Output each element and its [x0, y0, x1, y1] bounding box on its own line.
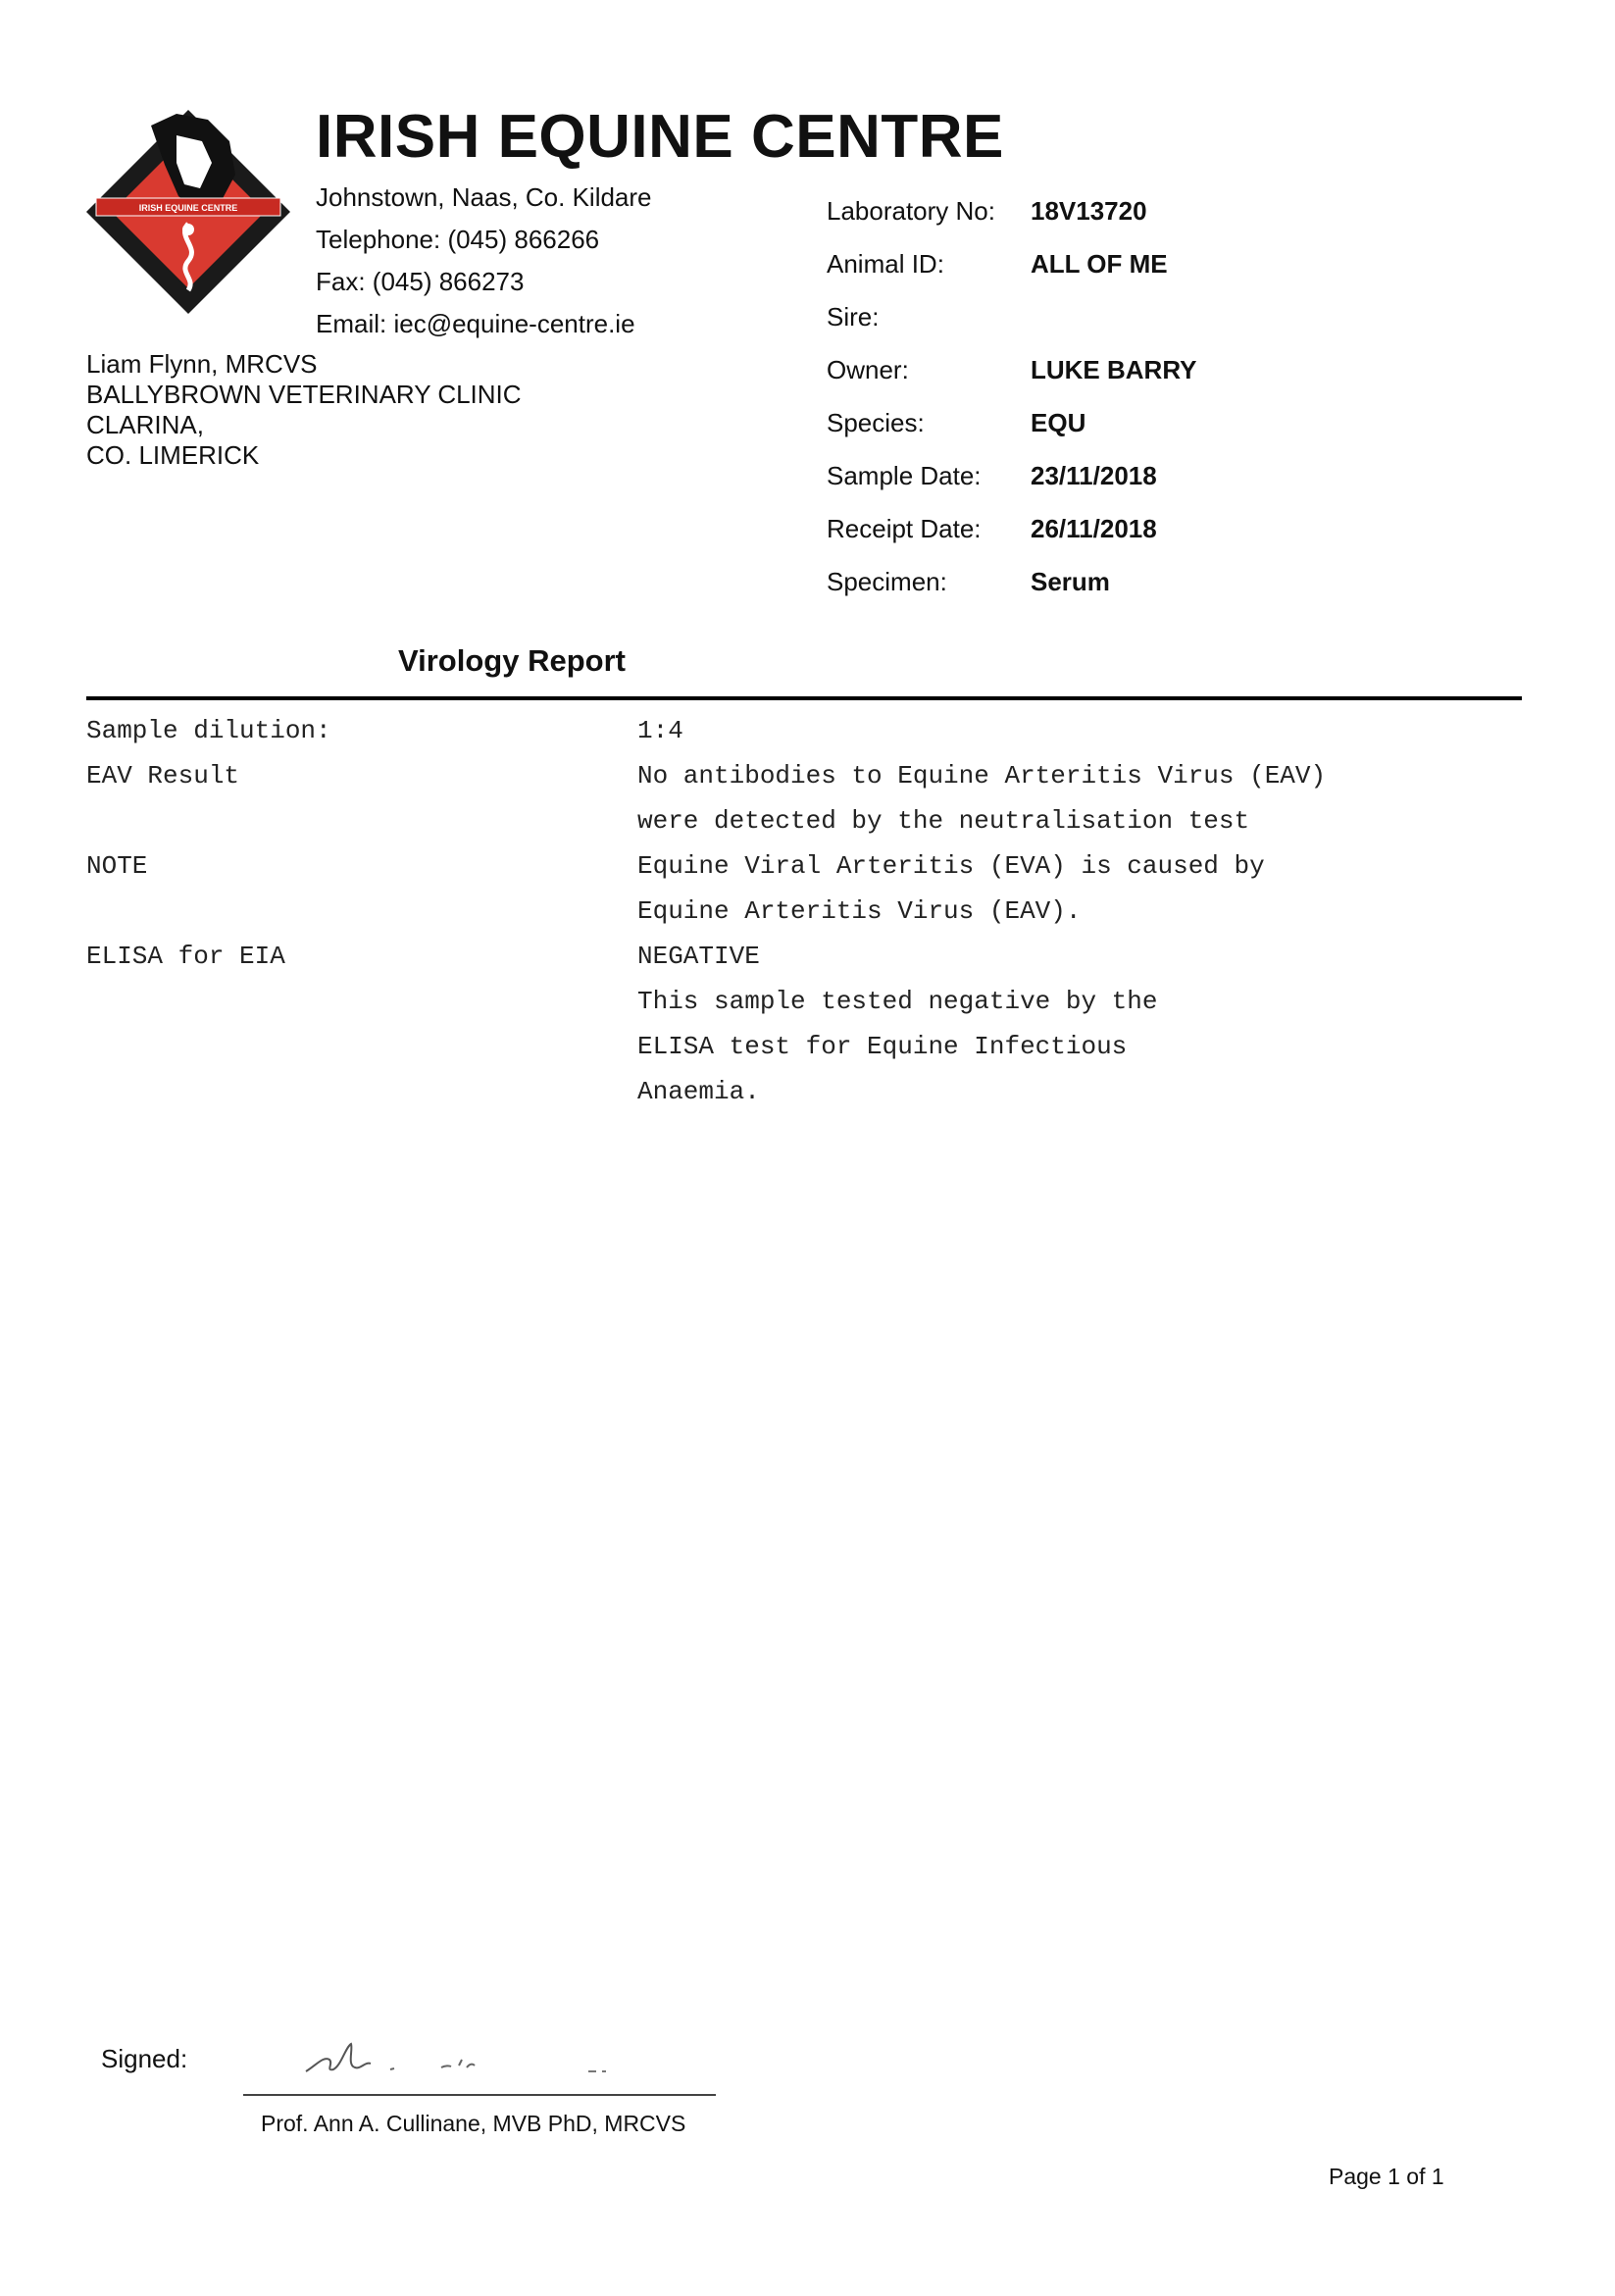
recipient-town: CLARINA,	[86, 410, 204, 439]
detail-value: 26/11/2018	[1031, 514, 1157, 543]
logo-text: IRISH EQUINE CENTRE	[138, 203, 238, 213]
result-label: EAV Result	[86, 761, 240, 791]
result-line: No antibodies to Equine Arteritis Virus (EAV)	[637, 761, 1327, 791]
result-value	[637, 753, 1326, 843]
detail-row-receipt-date	[827, 514, 1196, 567]
result-row	[86, 843, 1326, 934]
result-row	[86, 708, 1326, 753]
result-line: This sample tested negative by the	[637, 987, 1158, 1016]
detail-value: LUKE BARRY	[1031, 355, 1197, 384]
recipient-clinic: BALLYBROWN VETERINARY CLINIC	[86, 380, 522, 409]
divider	[86, 696, 1522, 700]
signature	[294, 2026, 647, 2085]
signed-label: Signed:	[101, 2044, 188, 2073]
detail-value: ALL OF ME	[1031, 249, 1168, 279]
detail-value: EQU	[1031, 408, 1086, 437]
result-line: were detected by the neutralisation test	[637, 806, 1250, 836]
detail-value: Serum	[1031, 567, 1110, 596]
results-table	[86, 708, 1326, 1114]
result-value	[637, 708, 683, 753]
detail-label: Animal ID:	[827, 249, 944, 279]
email: Email: iec@equine-centre.ie	[316, 309, 635, 338]
result-line: 1:4	[637, 716, 683, 745]
detail-row-owner	[827, 355, 1196, 408]
result-line: ELISA test for Equine Infectious	[637, 1032, 1128, 1061]
result-label: NOTE	[86, 851, 148, 881]
irish-equine-centre-logo	[82, 106, 294, 318]
sample-details	[827, 196, 1196, 620]
detail-label: Receipt Date:	[827, 514, 982, 543]
result-row	[86, 753, 1326, 843]
page-number: Page 1 of 1	[1329, 2164, 1444, 2189]
detail-row-lab-no	[827, 196, 1196, 249]
detail-row-sample-date	[827, 461, 1196, 514]
detail-label: Specimen:	[827, 567, 947, 596]
detail-label: Species:	[827, 408, 925, 437]
result-line: NEGATIVE	[637, 942, 760, 971]
report-title: Virology Report	[398, 643, 626, 678]
recipient-address	[86, 349, 522, 471]
detail-value: 23/11/2018	[1031, 461, 1157, 490]
detail-label: Sample Date:	[827, 461, 982, 490]
contact-block	[316, 177, 652, 345]
fax: Fax: (045) 866273	[316, 267, 525, 296]
address: Johnstown, Naas, Co. Kildare	[316, 182, 652, 212]
detail-row-specimen	[827, 567, 1196, 620]
signature-line	[243, 2094, 716, 2096]
result-line: Anaemia.	[637, 1077, 760, 1106]
recipient-county: CO. LIMERICK	[86, 440, 260, 470]
org-name: IRISH EQUINE CENTRE	[316, 103, 1004, 171]
result-value	[637, 843, 1265, 934]
result-line: Equine Viral Arteritis (EVA) is caused by	[637, 851, 1265, 881]
detail-label: Sire:	[827, 302, 880, 332]
detail-value: 18V13720	[1031, 196, 1147, 226]
telephone: Telephone: (045) 866266	[316, 225, 600, 254]
result-line: Equine Arteritis Virus (EAV).	[637, 896, 1082, 926]
result-row	[86, 934, 1326, 1114]
detail-row-sire	[827, 302, 1196, 355]
result-value	[637, 934, 1158, 1114]
detail-label: Owner:	[827, 355, 909, 384]
detail-row-species	[827, 408, 1196, 461]
signatory-name: Prof. Ann A. Cullinane, MVB PhD, MRCVS	[261, 2111, 686, 2136]
detail-label: Laboratory No:	[827, 196, 995, 226]
recipient-name: Liam Flynn, MRCVS	[86, 349, 318, 379]
detail-row-animal-id	[827, 249, 1196, 302]
result-label: Sample dilution:	[86, 716, 331, 745]
result-label: ELISA for EIA	[86, 942, 285, 971]
